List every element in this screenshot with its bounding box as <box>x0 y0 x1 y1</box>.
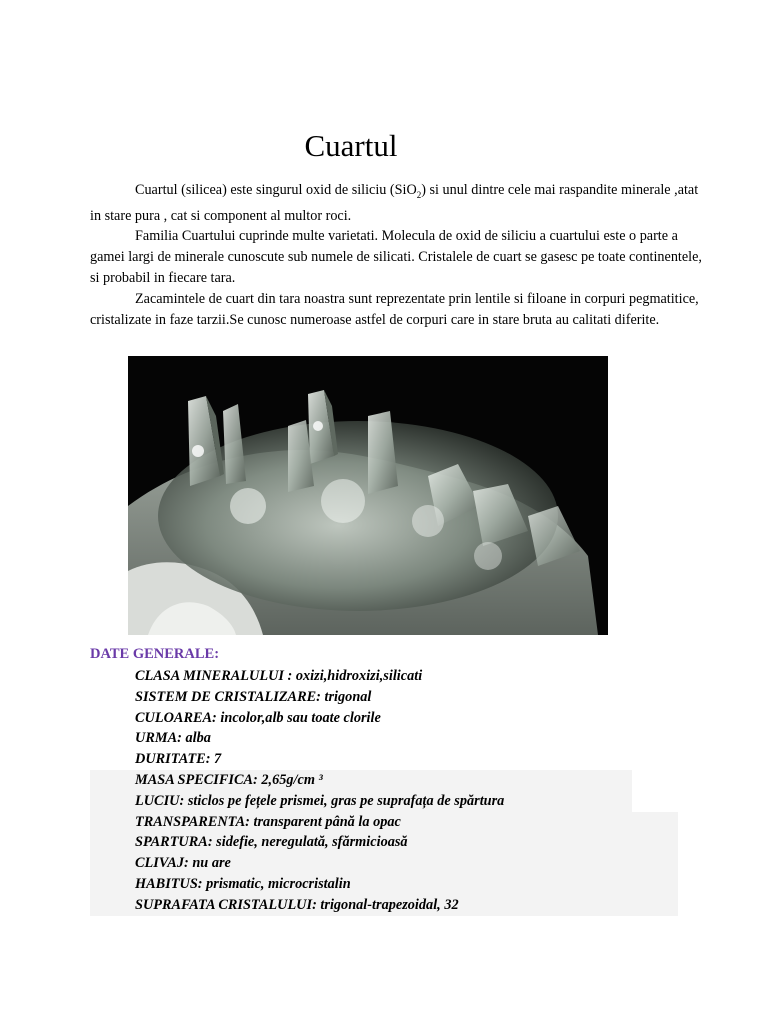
property-row-crystal-surface: SUPRAFATA CRISTALULUI: trigonal-trapezoidal, 32 <box>90 895 678 916</box>
property-row-streak: URMA: alba <box>135 730 211 747</box>
document-title: Cuartul <box>304 128 398 163</box>
paragraph-3: Zacamintele de cuart din tara noastra sunt reprezentate prin lentile si filoane in corpuri pegmatitice, cristalizate in faze tarzii.Se cunosc numeroase astfel de corpuri care in stare bruta au calitati diferite. <box>90 290 699 328</box>
subscript-2: 2 <box>416 189 422 200</box>
property-row-cleavage: CLIVAJ: nu are <box>90 853 678 874</box>
property-row-crystal-system: SISTEM DE CRISTALIZARE: trigonal <box>135 688 372 705</box>
paragraph-1 <box>90 180 712 226</box>
paragraph-1-end: ) si unul dintre cele mai raspandite minerale ,atat in stare pura , cat si component al multor roci. <box>90 182 699 224</box>
property-row-transparency: TRANSPARENTA: transparent până la opac <box>90 812 678 833</box>
property-row-luster: LUCIU: sticlos pe fețele prismei, gras pe suprafața de spărtura <box>90 791 632 812</box>
paragraph-2: Familia Cuartului cuprinde multe varietati. Molecula de oxid de siliciu a cuartului este o parte a gamei largi de minerale cunoscute sub numele de silicati. Cristalele de cuart se gasesc pe toate continentele, si probabil in fiecare tara. <box>90 228 702 287</box>
property-row-hardness: DURITATE: 7 <box>135 751 222 768</box>
section-heading-general-data: DATE GENERALE: <box>90 646 220 662</box>
property-row-class: CLASA MINERALULUI : oxizi,hidroxizi,silicati <box>135 668 423 684</box>
quartz-crystal-photo <box>128 356 608 635</box>
property-row-fracture: SPARTURA: sidefie, neregulată, sfărmicioasă <box>90 832 678 853</box>
paragraph-1-start: Cuartul (silicea) este singurul oxid de siliciu (SiO <box>135 182 417 198</box>
property-row-habit: HABITUS: prismatic, microcristalin <box>90 874 678 895</box>
property-row-color: CULOAREA: incolor,alb sau toate clorile <box>135 709 381 726</box>
properties-list <box>90 666 680 916</box>
quartz-crystal-illustration <box>128 356 608 635</box>
property-row-specific-gravity: MASA SPECIFICA: 2,65g/cm ³ <box>90 770 632 791</box>
intro-text <box>90 180 712 330</box>
